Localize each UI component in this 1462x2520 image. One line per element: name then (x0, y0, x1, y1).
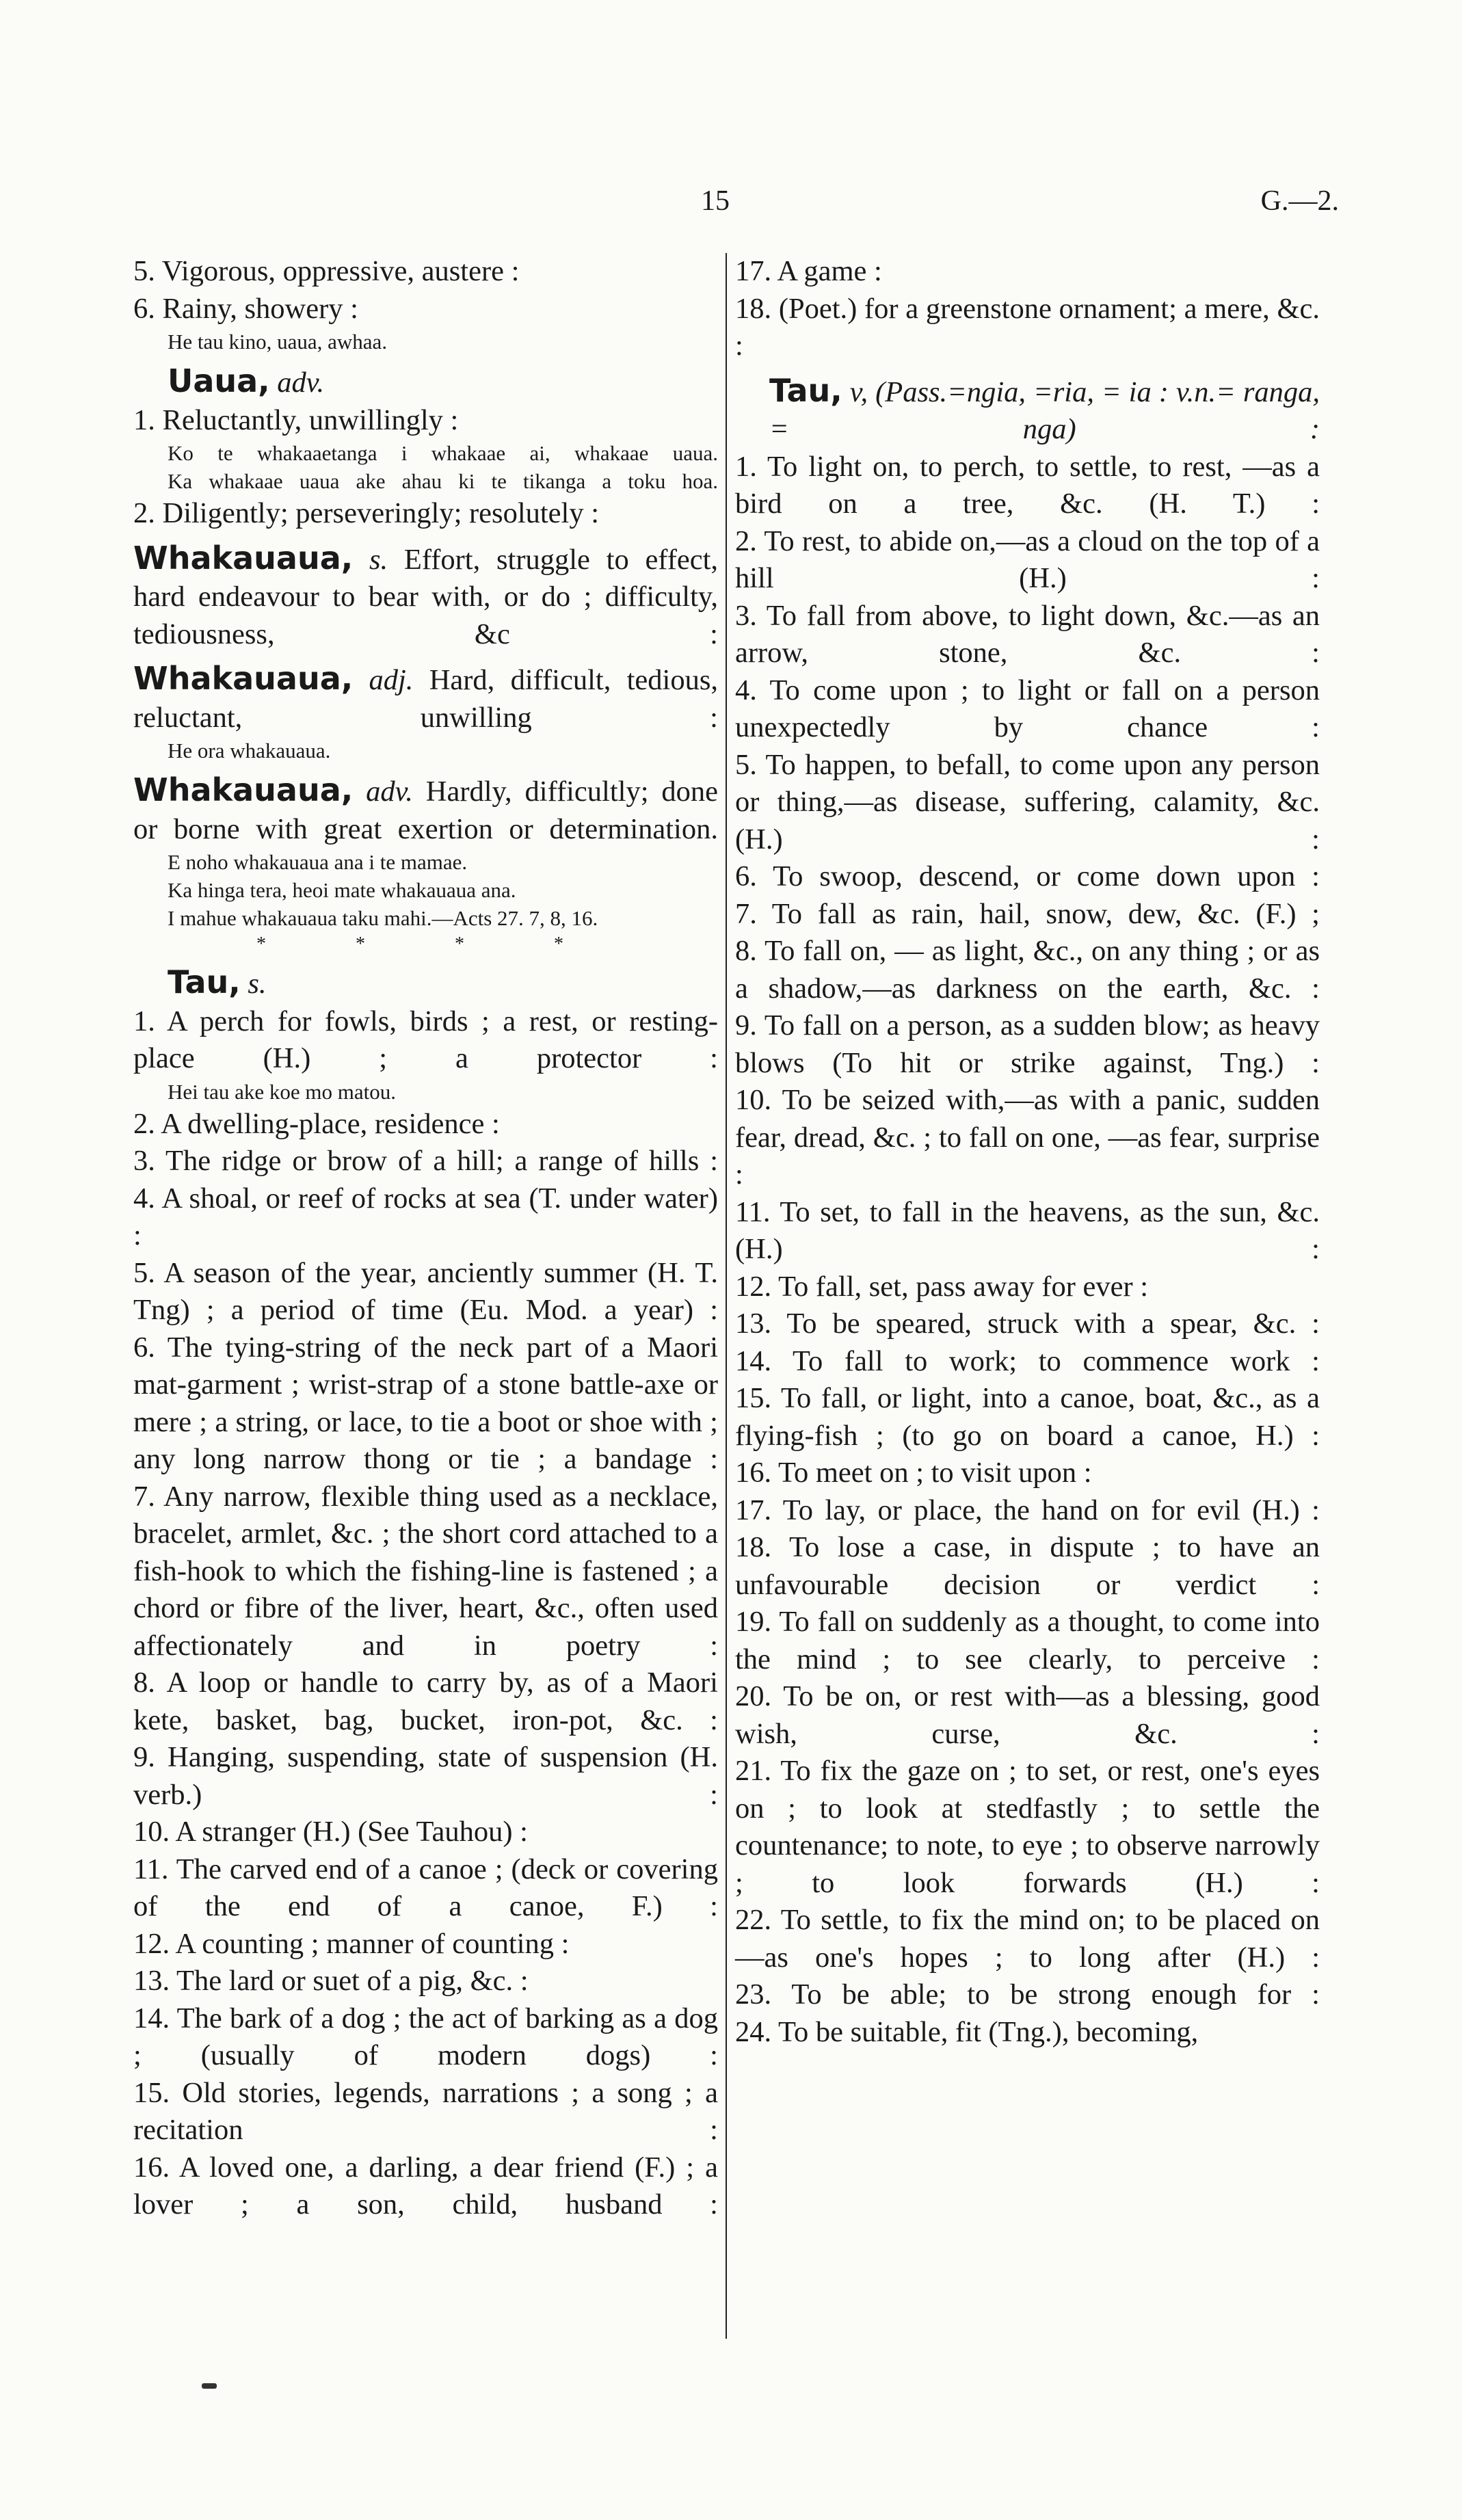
definition: 12. A counting ; manner of counting : (133, 1927, 570, 1960)
definition: 16. To meet on ; to visit upon : (735, 1457, 1092, 1489)
definition: 17. A game : (735, 255, 882, 287)
entry-uaua-adv (133, 362, 718, 402)
part-of-speech: s. (248, 968, 267, 1000)
definition: 2. Diligently; perseveringly; resolutely : (133, 497, 600, 529)
entry-whakauaua-adj (133, 660, 718, 737)
definition: 9. Hanging, suspending, state of suspension (H. verb.) : (133, 1741, 718, 1811)
headword: Uaua, (168, 362, 270, 399)
definition: 11. The carved end of a canoe ; (deck or covering of the end of a canoe, F.) : (133, 1853, 718, 1922)
headword: Whakauaua, (133, 660, 354, 697)
definition: 15. To fall, or light, into a canoe, boat, &c., as a flying-fish ; (to go on board a canoe, H.) : (735, 1382, 1320, 1452)
definition: 20. To be on, or rest with—as a blessing, good wish, curse, &c. : (735, 1680, 1320, 1750)
definition: 21. To fix the gaze on ; to set, or rest, one's eyes on ; to look at stedfastly ; to settle the countenance; to note, to eye ; to observe narrowly ; to look forwards (H.) : (735, 1755, 1320, 1899)
example: Ka whakaae uaua ake ahau ki te tikanga a toku hoa. (168, 469, 718, 493)
definition: 8. A loop or handle to carry by, as of a Maori kete, basket, bag, bucket, iron-pot, &c. : (133, 1667, 718, 1736)
definition: 4. A shoal, or reef of rocks at sea (T. under water) : (133, 1182, 718, 1251)
page-number: 15 (701, 185, 730, 217)
definition: 6. The tying-string of the neck part of a Maori mat-garment ; wrist-strap of a stone battle-axe or mere ; a string, or lace, to tie a boot or shoe with ; any long narrow thong or tie ; a bandage : (133, 1331, 718, 1475)
definition: 7. Any narrow, flexible thing used as a necklace, bracelet, armlet, &c. ; the short cord attached to a fish-hook to which the fishing-line is fastened ; a chord or fibre of the liver, heart, &c., often used affectionately and in poetry : (133, 1480, 718, 1662)
example: I mahue whakauaua taku mahi.—Acts 27. 7, 8, 16. (168, 906, 598, 930)
definition: 8. To fall on, — as light, &c., on any thing ; or as a shadow,—as darkness on the earth, &c. : (735, 935, 1320, 1005)
ink-mark (202, 2383, 217, 2389)
definition: 6. Rainy, showery : (133, 292, 358, 325)
definition: 10. To be seized with,—as with a panic, sudden fear, dread, &c. ; to fall on one, —as fear, surprise : (735, 1084, 1320, 1191)
definition: 7. To fall as rain, hail, snow, dew, &c. (F.) ; (735, 897, 1320, 930)
part-of-speech: adv. (366, 775, 413, 808)
column-divider (726, 253, 727, 2339)
definition: 19. To fall on suddenly as a thought, to come into the mind ; to see clearly, to perceive : (735, 1606, 1320, 1675)
entry-tau-v (735, 372, 1320, 449)
example: E noho whakauaua ana i te mamae. (168, 850, 468, 874)
entry-whakauaua-s (133, 540, 718, 654)
headword: Whakauaua, (133, 539, 354, 576)
definition: 12. To fall, set, pass away for ever : (735, 1270, 1149, 1303)
definition: 5. A season of the year, anciently summer (H. T. Tng) ; a period of time (Eu. Mod. a year) : (133, 1256, 718, 1326)
definition: 23. To be able; to be strong enough for : (735, 1978, 1320, 2011)
definition: 2. To rest, to abide on,—as a cloud on the top of a hill (H.) : (735, 525, 1320, 594)
definition: 6. To swoop, descend, or come down upon : (735, 860, 1320, 892)
example: He tau kino, uaua, awhaa. (168, 330, 388, 354)
example: Ko te whakaaetanga i whakaae ai, whakaae uaua. (168, 441, 718, 465)
definition: 22. To settle, to fix the mind on; to be placed on—as one's hopes ; to long after (H.) : (735, 1904, 1320, 1974)
part-of-speech: adv. (277, 367, 325, 399)
definition: 4. To come upon ; to light or fall on a person unexpectedly by chance : (735, 674, 1320, 743)
definition: 17. To lay, or place, the hand on for evil (H.) : (735, 1494, 1320, 1526)
definition: 5. Vigorous, oppressive, austere : (133, 255, 520, 287)
example: Hei tau ake koe mo matou. (168, 1079, 397, 1104)
example: Ka hinga tera, heoi mate whakauaua ana. (168, 878, 516, 902)
section-separator: * * * * (256, 933, 565, 955)
entry-whakauaua-adv (133, 771, 718, 848)
example: He ora whakauaua. (168, 739, 331, 762)
definition: 24. To be suitable, fit (Tng.), becoming, (735, 2015, 1199, 2048)
definition: 14. To fall to work; to commence work : (735, 1344, 1320, 1377)
part-of-speech: v, (Pass.=ngia, =ria, = ia : v.n.= ranga, = nga) : (769, 375, 1320, 445)
definition: 11. To set, to fall in the heavens, as the sun, &c. (H.) : (735, 1195, 1320, 1265)
part-of-speech: s. (369, 543, 388, 576)
definition: 13. To be speared, struck with a spear, &c. : (735, 1308, 1320, 1340)
headword: Tau, (168, 964, 241, 1000)
headword: Whakauaua, (133, 771, 354, 808)
definition: 1. A perch for fowls, birds ; a rest, or resting-place (H.) ; a protector : (133, 1005, 718, 1074)
entry-tau-s (133, 964, 718, 1003)
definition: 1. Reluctantly, unwillingly : (133, 403, 459, 436)
definition: 10. A stranger (H.) (See Tauhou) : (133, 1816, 528, 1848)
definition: 13. The lard or suet of a pig, &c. : (133, 1965, 529, 1997)
right-column (735, 253, 1320, 2051)
definition: 14. The bark of a dog ; the act of barking as a dog ; (usually of modern dogs) : (133, 2002, 718, 2071)
definition: 9. To fall on a person, as a sudden blow; as heavy blows (To hit or strike against, Tng.) : (735, 1009, 1320, 1079)
definition: 2. A dwelling-place, residence : (133, 1107, 500, 1140)
definition: 1. To light on, to perch, to settle, to rest, —as a bird on a tree, &c. (H. T.) : (735, 450, 1320, 520)
headword: Tau, (769, 371, 842, 409)
definition: 18. (Poet.) for a greenstone ornament; a mere, &c. : (735, 292, 1320, 362)
definition: Effort, struggle to effect, hard endeavour to bear with, or do ; difficulty, tediousness, &c : (133, 543, 719, 650)
definition: 15. Old stories, legends, narrations ; a song ; a recitation : (133, 2076, 718, 2146)
definition: 3. To fall from above, to light down, &c.—as an arrow, stone, &c. : (735, 599, 1320, 669)
definition: Hardly, difficultly; done or borne with great exertion or determination. (133, 775, 718, 845)
left-column (133, 253, 718, 2224)
page-reference: G.—2. (1260, 185, 1339, 217)
definition: 16. A loved one, a darling, a dear friend (F.) ; a lover ; a son, child, husband : (133, 2151, 718, 2220)
definition: 5. To happen, to befall, to come upon any person or thing,—as disease, suffering, calamity, &c. (H.) : (735, 748, 1320, 856)
part-of-speech: adj. (369, 664, 414, 696)
definition: 18. To lose a case, in dispute ; to have an unfavourable decision or verdict : (735, 1531, 1320, 1601)
definition: Hard, difficult, tedious, reluctant, unwilling : (133, 664, 719, 734)
definition: 3. The ridge or brow of a hill; a range of hills : (133, 1145, 718, 1177)
